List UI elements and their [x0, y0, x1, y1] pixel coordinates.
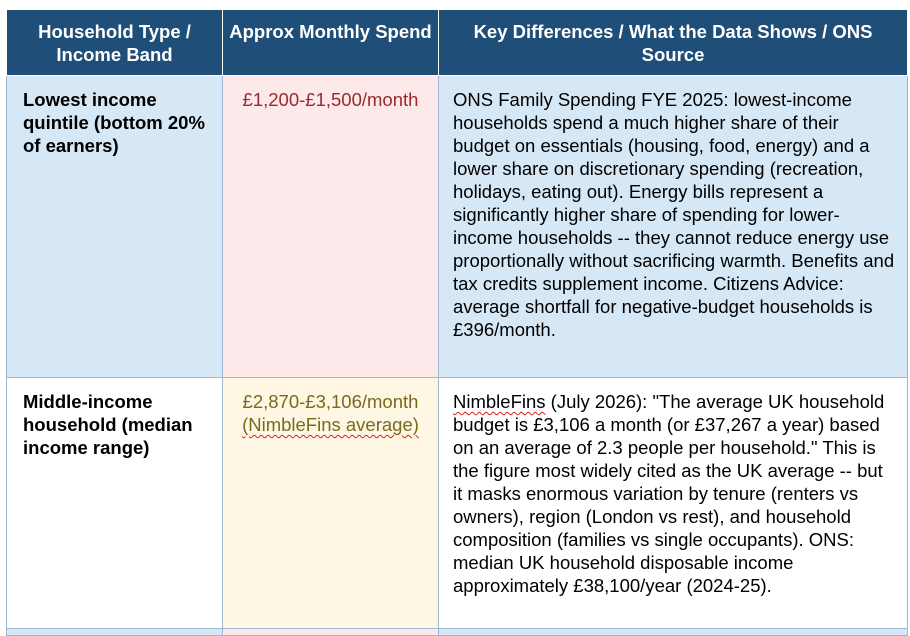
- monthly-spend-value: £2,870-£3,106/month: [242, 391, 419, 412]
- header-row: [7, 10, 908, 76]
- header-key-differences: Key Differences / What the Data Shows / ONS Source: [439, 10, 908, 76]
- monthly-spend-cell: [223, 378, 439, 629]
- household-spend-table: [6, 9, 908, 636]
- partial-cell: [223, 629, 439, 636]
- partial-cell: [439, 629, 908, 636]
- description-text: ONS Family Spending FYE 2025: lowest-income households spend a much higher share of their budget on essentials (housing, food, energy) and a lower share on discretionary spending (recreation, holidays, eating out). Energy bills represent a significantly higher share of spending for lower-income households -- they cannot reduce energy use proportionally without sacrificing warmth. Benefits and tax credits supplement income. Citizens Advice: average shortfall for negative-budget households is £396/month.: [453, 89, 895, 340]
- description-cell: [439, 378, 908, 629]
- monthly-spend-value: £1,200-£1,500/month: [242, 89, 419, 110]
- table-row: [7, 378, 908, 629]
- table-row-partial: [7, 629, 908, 636]
- description-source-name: NimbleFins: [453, 391, 546, 412]
- header-household-type: Household Type / Income Band: [7, 10, 223, 76]
- header-monthly-spend: Approx Monthly Spend: [223, 10, 439, 76]
- description-cell: [439, 76, 908, 378]
- monthly-spend-cell: [223, 76, 439, 378]
- partial-cell: [7, 629, 223, 636]
- household-type-cell: Middle-income household (median income range): [7, 378, 223, 629]
- monthly-spend-note: (NimbleFins average): [242, 414, 419, 435]
- table-row: [7, 76, 908, 378]
- household-type-cell: Lowest income quintile (bottom 20% of earners): [7, 76, 223, 378]
- description-text: (July 2026): "The average UK household budget is £3,106 a month (or £37,267 a year) based on an average of 2.3 people per household." This is the figure most widely cited as the UK average -- but it masks enormous variation by tenure (renters vs owners), region (London vs rest), and household composition (families vs single occupants). ONS: median UK household disposable income approximately £38,100/year (2024-25).: [453, 391, 885, 596]
